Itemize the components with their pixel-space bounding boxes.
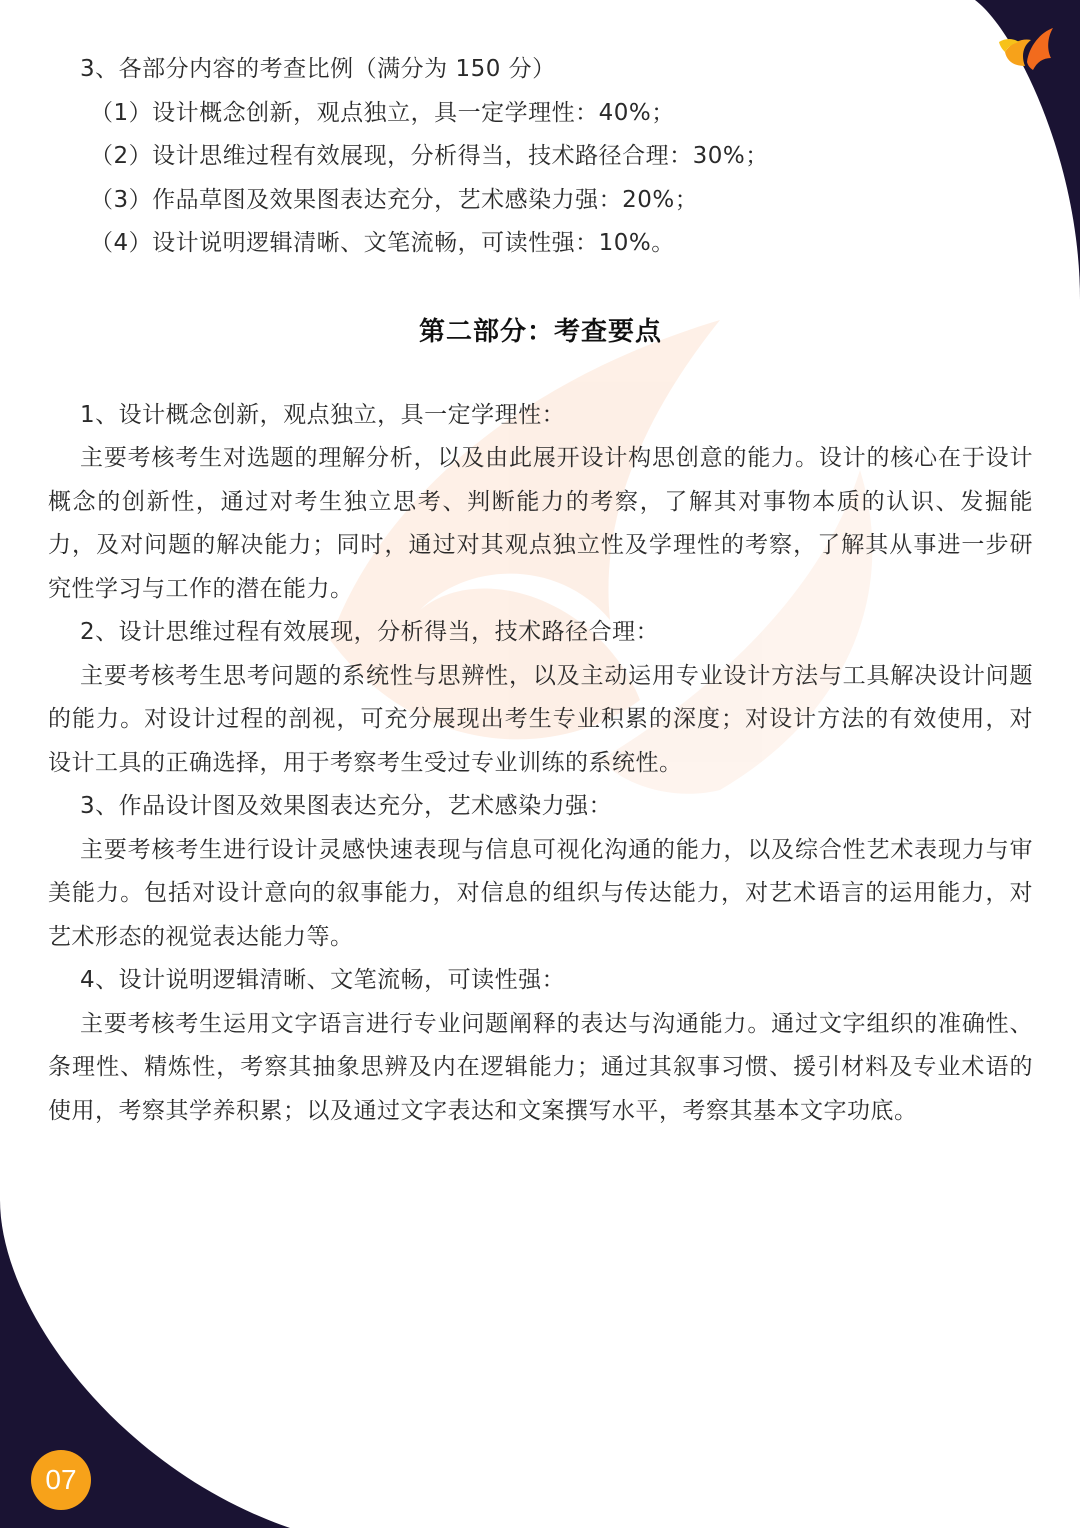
point-body: 主要考核考生进行设计灵感快速表现与信息可视化沟通的能力，以及综合性艺术表现力与审美能力。包括对设计意向的叙事能力，对信息的组织与传达能力，对艺术语言的运用能力，对艺术形态的视觉表达能力等。 [48,836,1033,950]
ratio-item: （3）作品草图及效果图表达充分，艺术感染力强：20%； [90,186,699,213]
ratio-heading: 3、各部分内容的考查比例（满分为 150 分） [80,56,556,82]
point-body: 主要考核考生思考问题的系统性与思辨性，以及主动运用专业设计方法与工具解决设计问题的能力。对设计过程的剖视，可充分展现出考生专业积累的深度；对设计方法的有效使用，对设计工具的正确选择，用于考察考生受过专业训练的系统性。 [48,662,1033,776]
point-body: 主要考核考生对选题的理解分析，以及由此展开设计构思创意的能力。设计的核心在于设计概念的创新性，通过对考生独立思考、判断能力的考察，了解其对事物本质的认识、发掘能力，及对问题的解决能力；同时，通过对其观点独立性及学理性的考察，了解其从事进一步研究性学习与工作的潜在能力。 [48,445,1033,602]
ratio-item: （2）设计思维过程有效展现，分析得当，技术路径合理：30%； [90,143,769,169]
ratio-item: （4）设计说明逻辑清晰、文笔流畅，可读性强：10%。 [90,230,675,256]
point-heading: 2、设计思维过程有效展现，分析得当，技术路径合理： [80,619,660,645]
document-body [48,48,1033,1133]
point-heading: 3、作品设计图及效果图表达充分，艺术感染力强： [80,793,613,819]
ratio-item: （1）设计概念创新，观点独立，具一定学理性：40%； [90,99,675,126]
point-heading: 4、设计说明逻辑清晰、文笔流畅，可读性强： [80,967,566,993]
point-heading: 1、设计概念创新，观点独立，具一定学理性： [80,401,566,428]
section-title: 第二部分：考查要点 [418,316,662,347]
point-body: 主要考核考生运用文字语言进行专业问题阐释的表达与沟通能力。通过文字组织的准确性、条理性、精炼性，考察其抽象思辨及内在逻辑能力；通过其叙事习惯、援引材料及专业术语的使用，考察其学养积累；以及通过文字表达和文案撰写水平，考察其基本文字功底。 [48,1010,1033,1124]
page-number-badge: 07 [31,1450,91,1510]
